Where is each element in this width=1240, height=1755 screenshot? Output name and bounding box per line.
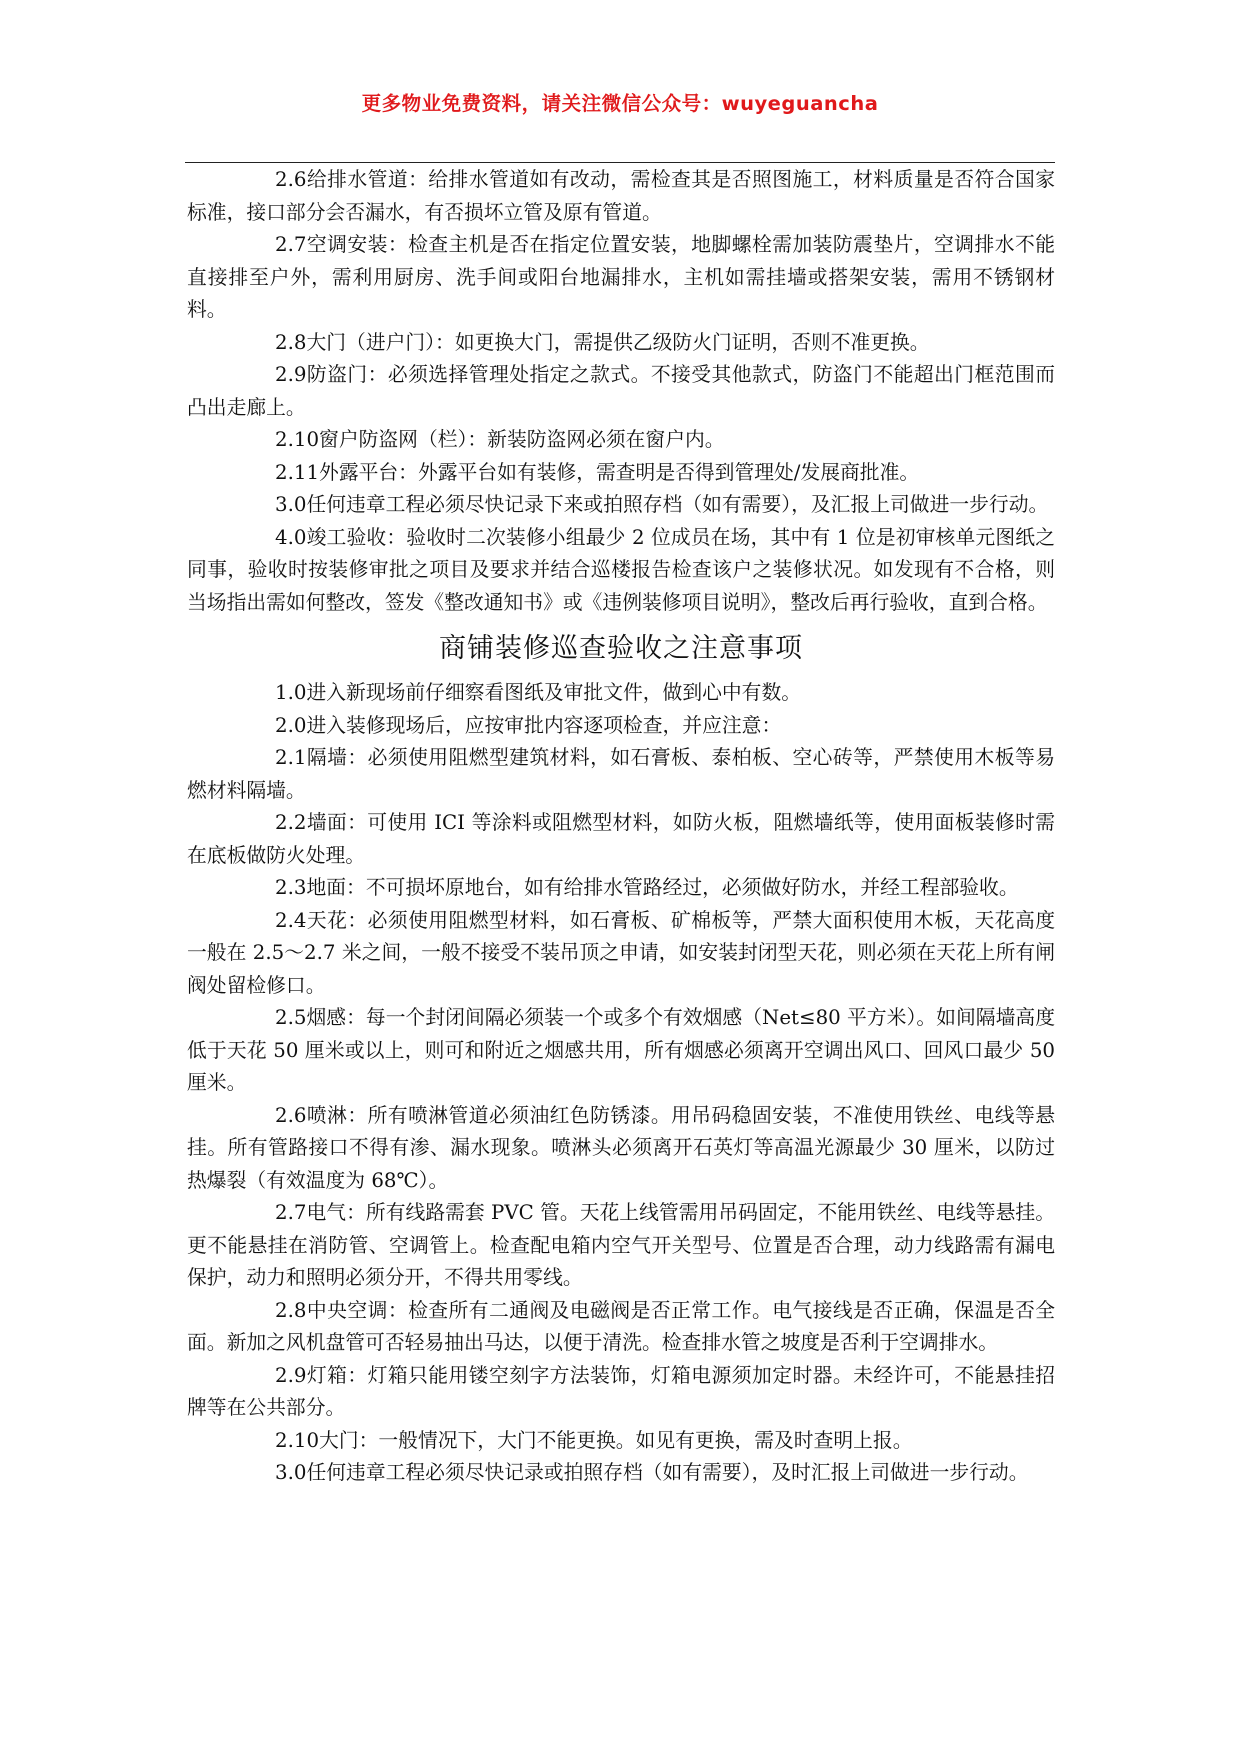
paragraph-2-7: [187, 229, 1055, 327]
item-text: 大门：一般情况下，大门不能更换。如见有更换，需及时查明上报。: [319, 1428, 913, 1452]
item-text: 墙面：可使用 ICI 等涂料或阻燃型材料，如防火板，阻燃墙纸等，使用面板装修时需在底板做防火处理。: [187, 811, 1055, 867]
item-text: 中央空调：检查所有二通阀及电磁阀是否正常工作。电气接线是否正确，保温是否全面。新加之风机盘管可否轻易抽出马达，以便于清洗。检查排水管之坡度是否利于空调排水。: [187, 1298, 1055, 1354]
paragraph-2-7b: [187, 1197, 1055, 1295]
item-number: 2.3: [275, 876, 307, 899]
item-text: 进入装修现场后，应按审批内容逐项检查，并应注意：: [306, 713, 782, 737]
item-text: 电气：所有线路需套 PVC 管。天花上线管需用吊码固定，不能用铁丝、电线等悬挂。更不能悬挂在消防管、空调管上。检查配电箱内空气开关型号、位置是否合理，动力线路需有漏电保护，动力和照明必须分开，不得共用零线。: [187, 1201, 1055, 1289]
item-number: 3.0: [275, 1461, 307, 1484]
paragraph-2-8: [187, 327, 1055, 360]
paragraph-2-1: [187, 742, 1055, 807]
item-number: 1.0: [275, 681, 307, 704]
document-body: [187, 164, 1055, 1490]
paragraph-3-0b: [187, 1457, 1055, 1490]
header-note: 更多物业免费资料，请关注微信公众号：wuyeguancha: [361, 92, 879, 115]
item-text: 防盗门：必须选择管理处指定之款式。不接受其他款式，防盗门不能超出门框范围而凸出走廊上。: [187, 363, 1055, 419]
item-number: 2.4: [275, 908, 307, 932]
item-number: 2.10: [275, 1428, 320, 1452]
paragraph-2-6: [187, 164, 1055, 229]
paragraph-2-3: [187, 872, 1055, 905]
item-number: 2.1: [275, 746, 307, 769]
section-title: 商铺装修巡查验收之注意事项: [439, 633, 803, 664]
paragraph-2-9b: [187, 1360, 1055, 1425]
header-divider: [185, 162, 1055, 163]
paragraph-4-0: [187, 522, 1055, 620]
item-text: 空调安装：检查主机是否在指定位置安装，地脚螺栓需加装防震垫片，空调排水不能直接排至户外，需利用厨房、洗手间或阳台地漏排水，主机如需挂墙或搭架安装，需用不锈钢材料。: [187, 233, 1055, 321]
item-text: 任何违章工程必须尽快记录下来或拍照存档（如有需要），及汇报上司做进一步行动。: [306, 493, 1049, 516]
item-number: 3.0: [275, 493, 307, 516]
item-text: 喷淋：所有喷淋管道必须油红色防锈漆。用吊码稳固安装，不准使用铁丝、电线等悬挂。所有管路接口不得有渗、漏水现象。喷淋头必须离开石英灯等高温光源最少 30 厘米，以防过热爆裂（有效温度为 68℃）。: [187, 1103, 1055, 1192]
paragraph-2-5: [187, 1002, 1055, 1100]
item-number: 4.0: [275, 525, 307, 549]
item-text: 地面：不可损坏原地台，如有给排水管路经过，必须做好防水，并经工程部验收。: [306, 876, 1019, 899]
paragraph-2-2: [187, 807, 1055, 872]
item-text: 窗户防盗网（栏）：新装防盗网必须在窗户内。: [319, 428, 725, 451]
item-text: 大门（进户门）：如更换大门，需提供乙级防火门证明，否则不准更换。: [306, 330, 930, 354]
item-text: 进入新现场前仔细察看图纸及审批文件，做到心中有数。: [306, 681, 802, 704]
item-number: 2.10: [275, 428, 320, 451]
paragraph-2-0: [187, 710, 1055, 743]
paragraph-2-8b: [187, 1295, 1055, 1360]
item-number: 2.8: [275, 1298, 307, 1322]
item-number: 2.6: [275, 1103, 307, 1127]
paragraph-2-9: [187, 359, 1055, 424]
item-number: 2.7: [275, 233, 307, 256]
item-text: 天花：必须使用阻燃型材料，如石膏板、矿棉板等，严禁大面积使用木板，天花高度一般在 2.5～2.7 米之间，一般不接受不装吊顶之申请，如安装封闭型天花，则必须在天花上所有闸阀处留检修口。: [187, 908, 1055, 997]
paragraph-2-11: [187, 457, 1055, 490]
item-text: 灯箱：灯箱只能用镂空刻字方法装饰，灯箱电源须加定时器。未经许可，不能悬挂招牌等在公共部分。: [187, 1363, 1055, 1419]
paragraph-2-10b: [187, 1425, 1055, 1458]
item-text: 烟感：每一个封闭间隔必须装一个或多个有效烟感（Net≤80 平方米）。如间隔墙高度低于天花 50 厘米或以上，则可和附近之烟感共用，所有烟感必须离开空调出风口、回风口最少 50 厘米。: [187, 1006, 1055, 1094]
paragraph-1-0: [187, 677, 1055, 710]
item-number: 2.0: [275, 713, 307, 737]
item-text: 竣工验收：验收时二次装修小组最少 2 位成员在场，其中有 1 位是初审核单元图纸之同事，验收时按装修审批之项目及要求并结合巡楼报告检查该户之装修状况。如发现有不合格，则当场指出需如何整改，签发《整改通知书》或《违例装修项目说明》，整改后再行验收，直到合格。: [187, 525, 1055, 614]
item-number: 2.11: [275, 460, 320, 484]
paragraph-3-0: [187, 489, 1055, 522]
paragraph-2-10: [187, 424, 1055, 457]
item-text: 隔墙：必须使用阻燃型建筑材料，如石膏板、泰柏板、空心砖等，严禁使用木板等易燃材料隔墙。: [187, 746, 1055, 802]
item-number: 2.8: [275, 330, 307, 354]
item-text: 任何违章工程必须尽快记录或拍照存档（如有需要），及时汇报上司做进一步行动。: [306, 1461, 1029, 1484]
item-number: 2.9: [275, 363, 307, 386]
item-number: 2.5: [275, 1006, 307, 1029]
paragraph-2-6b: [187, 1100, 1055, 1198]
item-number: 2.6: [275, 168, 307, 191]
item-number: 2.2: [275, 811, 307, 834]
item-text: 外露平台：外露平台如有装修，需查明是否得到管理处/发展商批准。: [319, 460, 920, 484]
item-number: 2.7: [275, 1201, 307, 1224]
paragraph-2-4: [187, 905, 1055, 1003]
item-text: 给排水管道：给排水管道如有改动，需检查其是否照图施工，材料质量是否符合国家标准，接口部分会否漏水，有否损坏立管及原有管道。: [187, 168, 1055, 224]
item-number: 2.9: [275, 1363, 307, 1387]
